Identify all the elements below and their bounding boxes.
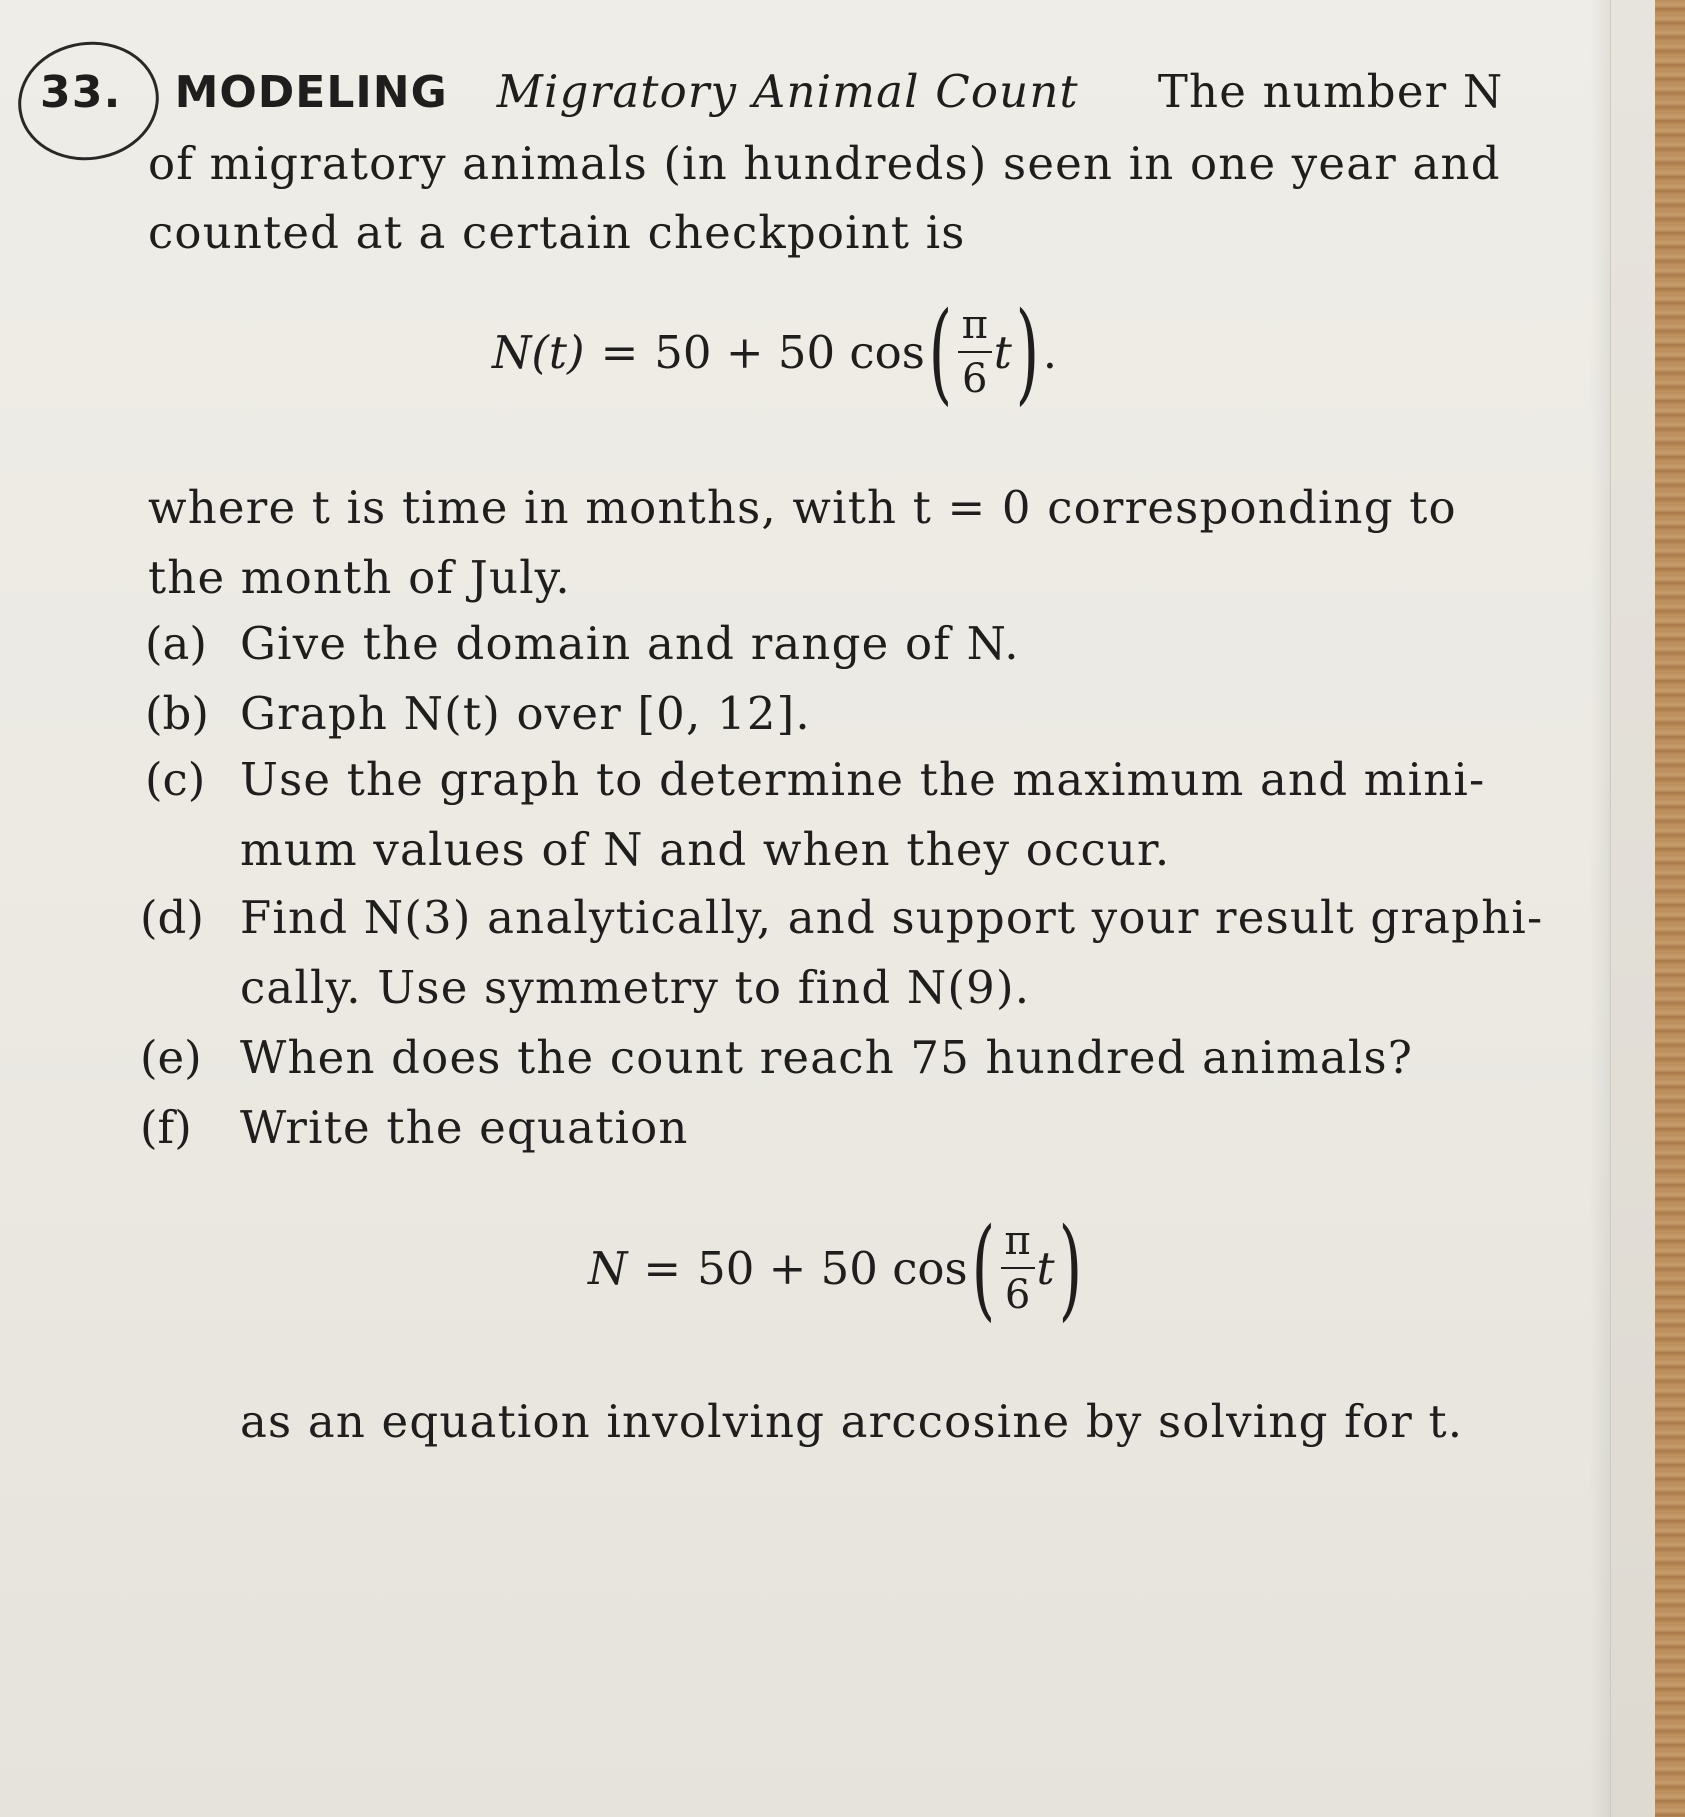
eq1-lhs: N(t) [492, 325, 585, 379]
after-line-2: the month of July. [148, 551, 571, 604]
intro-line-3: counted at a certain checkpoint is [148, 206, 966, 259]
problem-category: MODELING [174, 67, 448, 118]
intro-line-2: of migratory animals (in hundreds) seen in one year and [148, 137, 1501, 190]
eq2-close-paren: ) [1058, 1204, 1082, 1332]
equation-1 [492, 288, 1058, 416]
part-d-text-1: Find N(3) analytically, and support your result graphi- [240, 891, 1544, 944]
after-line-1: where t is time in months, with t = 0 corresponding to [148, 481, 1457, 534]
page-edge-shadow [1590, 0, 1610, 1817]
equation-2 [588, 1204, 1086, 1332]
eq2-open-paren: ( [971, 1204, 995, 1332]
eq1-open-paren: ( [928, 288, 953, 416]
eq2-var: t [1036, 1241, 1055, 1295]
eq2-frac-num: π [1004, 1218, 1031, 1264]
part-b-label: (b) [145, 687, 209, 740]
closing-line: as an equation involving arccosine by solving for t. [240, 1395, 1464, 1448]
eq1-frac-num: π [961, 302, 988, 348]
eq2-rhs: 50 + 50 cos [697, 1241, 968, 1295]
part-e-text: When does the count reach 75 hundred animals? [240, 1031, 1414, 1084]
problem-heading [40, 64, 1503, 121]
wooden-table-strip [1655, 0, 1685, 1817]
intro-line-1: The number N [1157, 65, 1504, 118]
part-f-text: Write the equation [240, 1101, 689, 1154]
eq2-lhs: N [588, 1241, 628, 1295]
part-c-text-1: Use the graph to determine the maximum and mini- [240, 753, 1486, 806]
part-a-text: Give the domain and range of N. [240, 617, 1020, 670]
eq1-rhs: 50 + 50 cos [654, 325, 925, 379]
eq1-close-paren: ) [1015, 288, 1040, 416]
part-a-label: (a) [145, 617, 207, 670]
eq1-frac-den: 6 [962, 356, 988, 402]
problem-number: 33. [40, 67, 122, 118]
part-d-text-2: cally. Use symmetry to find N(9). [240, 961, 1031, 1014]
eq1-equals: = [600, 325, 639, 379]
part-d-label: (d) [140, 891, 204, 944]
part-f-label: (f) [140, 1101, 192, 1154]
eq1-fraction [958, 303, 992, 401]
eq2-frac-den: 6 [1004, 1272, 1031, 1318]
eq1-trail: . [1042, 325, 1058, 379]
second-sheet-edge [1610, 0, 1656, 1817]
part-b-text: Graph N(t) over [0, 12]. [240, 687, 811, 740]
part-c-text-2: mum values of N and when they occur. [240, 823, 1171, 876]
eq2-equals: = [643, 1241, 682, 1295]
eq1-var: t [993, 325, 1012, 379]
problem-title: Migratory Animal Count [496, 65, 1079, 118]
part-c-label: (c) [145, 753, 206, 806]
eq2-fraction [1001, 1219, 1035, 1317]
part-e-label: (e) [140, 1031, 202, 1084]
